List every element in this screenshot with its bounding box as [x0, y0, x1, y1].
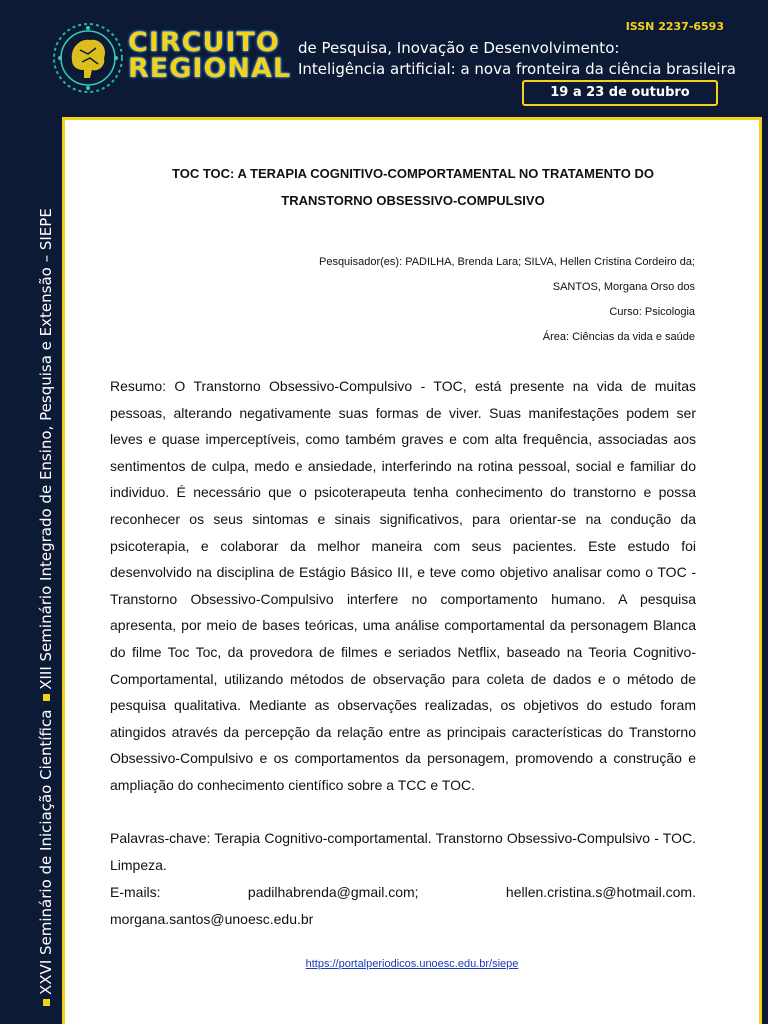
- document-title: TOC TOC: A TERAPIA COGNITIVO-COMPORTAMENTAL NO TRATAMENTO DO TRANSTORNO OBSESSIVO-COMPULSIVO: [172, 166, 654, 208]
- issn-label: ISSN 2237-6593: [625, 20, 724, 33]
- brand-line-2: REGIONAL: [128, 53, 292, 84]
- event-dates-badge: 19 a 23 de outubro: [522, 80, 718, 106]
- document-page: [62, 117, 762, 1024]
- researchers-line-1: Pesquisador(es): PADILHA, Brenda Lara; SILVA, Hellen Cristina Cordeiro da;: [318, 256, 695, 268]
- keywords-paragraph: Palavras-chave: Terapia Cognitivo-comportamental. Transtorno Obsessivo-Compulsivo - TOC. Limpeza.: [110, 830, 696, 873]
- yellow-square-icon: [43, 999, 50, 1006]
- sidebar-part-1: XXVI Seminário de Iniciação Científica: [37, 709, 55, 995]
- document-metadata: [195, 250, 695, 350]
- portal-link[interactable]: https://portalperiodicos.unoesc.edu.br/siepe: [305, 958, 519, 970]
- tagline-line-2: Inteligência artificial: a nova fronteira da ciência brasileira: [298, 60, 736, 78]
- event-header: [0, 0, 768, 116]
- event-tagline: [298, 38, 738, 80]
- abstract-paragraph: Resumo: O Transtorno Obsessivo-Compulsivo - TOC, está presente na vida de muitas pessoas, alterando negativamente suas formas de viver. Suas manifestações podem ser leves e quase imperceptíveis, como também graves e com alta frequência, associadas aos sentimentos de culpa, medo e ansiedade, interferindo na rotina pessoal, social e familiar do individuo. É necessário que o psicoterapeuta tenha conhecimento do transtorno e possa reconhecer os seus sintomas e sinais significativos, para orientar-se na condução da psicoterapia, e colaborar da melhor maneira com seus pacientes. Este estudo foi desenvolvido na disciplina de Estágio Básico III, e teve como objetivo analisar como o TOC - Transtorno Obsessivo-Compulsivo interfere no comportamento humano. A pesquisa apresenta, por meio de bases teóricas, uma análise comportamental da personagem Blanca do filme Toc Toc, da provedora de filmes e seriados Netflix, baseado na Teoria Cognitivo-Comportamental, utilizando métodos de observação para coleta de dados e o método de pesquisa qualitativa. Mediante as observações realizadas, os objetivos do estudo foram atingidos através da percepção da relação entre as principais características do Transtorno Obsessivo-Compulsivo e os comportamentos da personagem, promovendo a construção e ampliação do conhecimento científico sobre a TCC e TOC.: [110, 378, 696, 793]
- course-line: Curso: Psicologia: [609, 306, 695, 318]
- sidebar-part-2: XIII Seminário Integrado de Ensino, Pesquisa e Extensão – SIEPE: [37, 208, 55, 690]
- brain-circuit-icon: [50, 20, 126, 96]
- brand-logo: [128, 27, 292, 84]
- researchers-line-2: SANTOS, Morgana Orso dos: [552, 281, 695, 293]
- email-link-2[interactable]: hellen.cristina.s@hotmail.com.: [505, 884, 696, 900]
- area-line: Área: Ciências da vida e saúde: [542, 331, 695, 343]
- yellow-square-icon: [43, 694, 50, 701]
- sidebar-text: [37, 208, 55, 1010]
- tagline-line-1: de Pesquisa, Inovação e Desenvolvimento:: [298, 39, 620, 57]
- brand-line-1: CIRCUITO: [128, 27, 280, 58]
- email-link-3[interactable]: morgana.santos@unoesc.edu.br: [110, 910, 314, 927]
- emails-block: [110, 879, 696, 932]
- email-link-1[interactable]: padilhabrenda@gmail.com;: [247, 884, 419, 900]
- emails-label: E-mails:: [110, 884, 161, 900]
